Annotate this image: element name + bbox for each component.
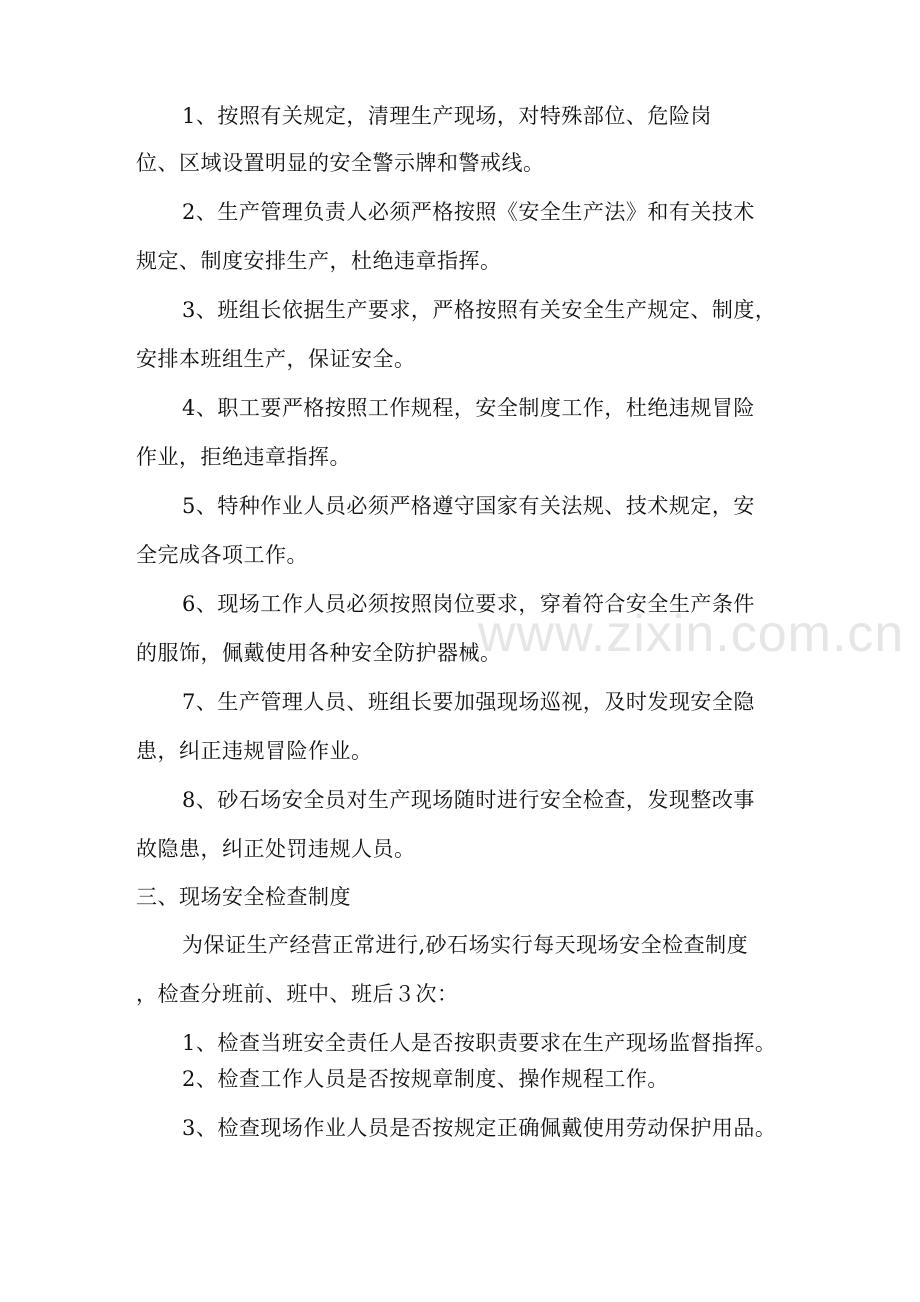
item-4-line-1: 4、职工要严格按照工作规程，安全制度工作，杜绝违规冒险 [182,396,755,420]
item-8-line-1: 8、砂石场安全员对生产现场随时进行安全检查，发现整改事 [182,788,755,812]
item-7-line-2: 患，纠正违规冒险作业。 [136,739,373,763]
intro-line-1: 为保证生产经营正常进行,砂石场实行每天现场安全检查制度 [182,933,749,957]
item-3-line-1: 3、班组长依据生产要求，严格按照有关安全生产规定、制度， [182,298,777,322]
item-1-line-2: 位、区域设置明显的安全警示牌和警戒线。 [136,151,545,175]
item-3-line-2: 安排本班组生产，保证安全。 [136,347,416,371]
item-6-line-1: 6、现场工作人员必须按照岗位要求，穿着符合安全生产条件 [182,592,755,616]
item-2-line-2: 规定、制度安排生产，杜绝违章指挥。 [136,249,502,273]
item-2-line-1: 2、生产管理负责人必须严格按照《安全生产法》和有关技术 [182,200,755,224]
item-5-line-2: 全完成各项工作。 [136,543,308,567]
watermark: www.zixin.com.cn [478,605,905,663]
item-7-line-1: 7、生产管理人员、班组长要加强现场巡视，及时发现安全隐 [182,690,755,714]
check-item-3: 3、检查现场作业人员是否按规定正确佩戴使用劳动保护用品。 [182,1116,777,1140]
item-4-line-2: 作业，拒绝违章指挥。 [136,445,351,469]
item-6-line-2: 的服饰，佩戴使用各种安全防护器械。 [136,641,502,665]
intro-line-2: ，检查分班前、班中、班后３次： [136,982,459,1006]
item-1-line-1: 1、按照有关规定，清理生产现场，对特殊部位、危险岗 [182,104,712,128]
check-item-2: 2、检查工作人员是否按规章制度、操作规程工作。 [182,1067,669,1091]
check-item-1: 1、检查当班安全责任人是否按职责要求在生产现场监督指挥。 [182,1031,777,1055]
item-5-line-1: 5、特种作业人员必须严格遵守国家有关法规、技术规定，安 [182,494,755,518]
item-8-line-2: 故隐患，纠正处罚违规人员。 [136,837,416,861]
section-heading: 三、现场安全检查制度 [136,885,351,909]
